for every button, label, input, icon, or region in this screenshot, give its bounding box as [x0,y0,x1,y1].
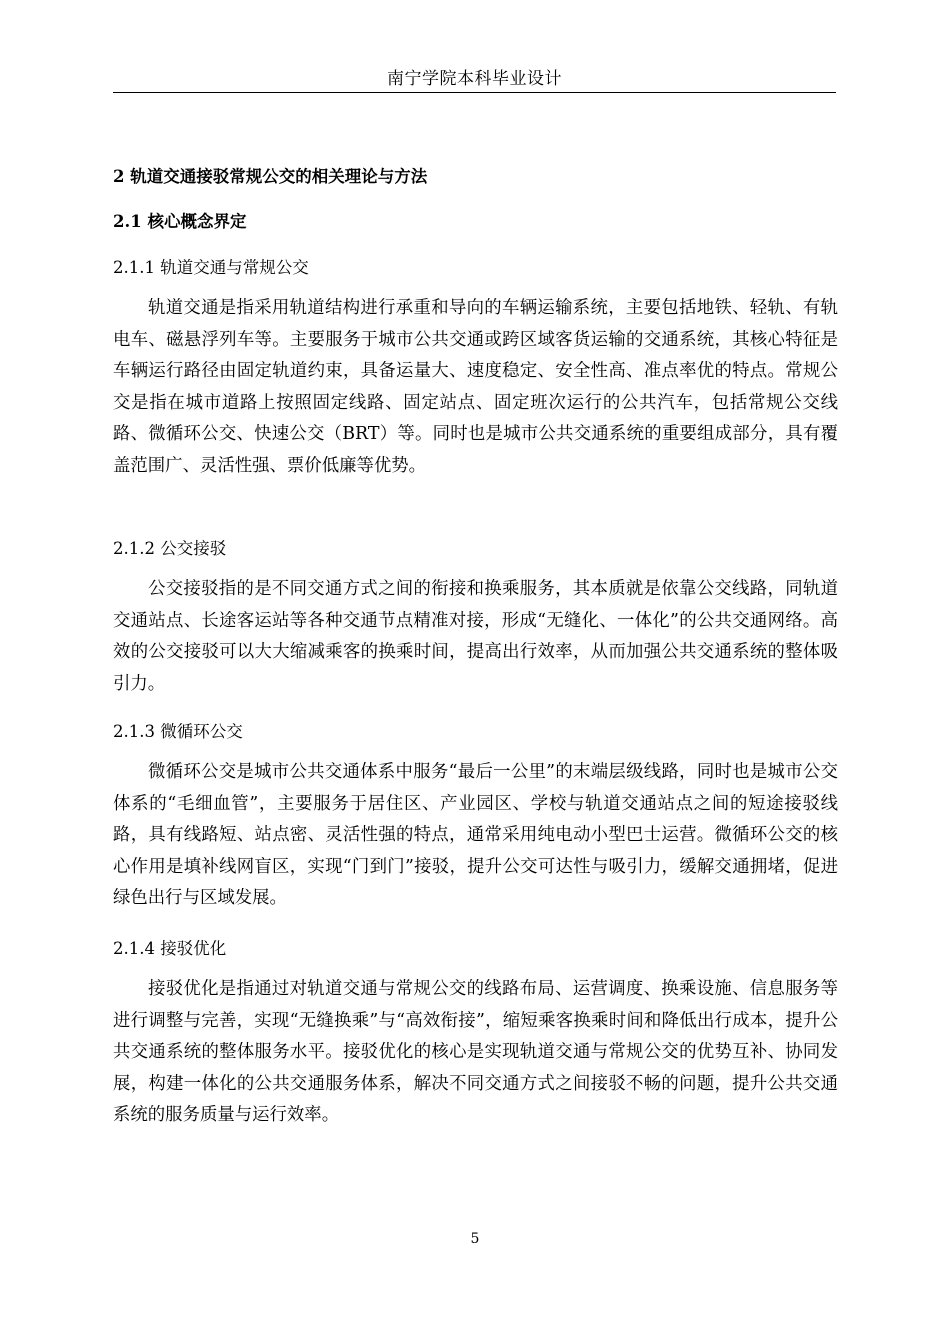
paragraph-2-1-3: 微循环公交是城市公共交通体系中服务“最后一公里”的末端层级线路，同时也是城市公交体系的“毛细血管”，主要服务于居住区、产业园区、学校与轨道交通站点之间的短途接驳线路，具有线路短、站点密、灵活性强的特点，通常采用纯电动小型巴士运营。微循环公交的核心作用是填补线网盲区，实现“门到门”接驳，提升公交可达性与吸引力，缓解交通拥堵，促进绿色出行与区域发展。 [113,762,838,908]
paragraph-2-1-2: 公交接驳指的是不同交通方式之间的衔接和换乘服务，其本质就是依靠公交线路，同轨道交通站点、长途客运站等各种交通节点精准对接，形成“无缝化、一体化”的公共交通网络。高效的公交接驳可以大大缩减乘客的换乘时间，提高出行效率，从而加强公共交通系统的整体吸引力。 [113,579,838,694]
header-divider [113,92,836,93]
subsection-heading-2-1-1: 2.1.1 轨道交通与常规公交 [113,258,309,277]
paragraph-2-1-1: 轨道交通是指采用轨道结构进行承重和导向的车辆运输系统，主要包括地铁、轻轨、有轨电车、磁悬浮列车等。主要服务于城市公共交通或跨区域客货运输的交通系统，其核心特征是车辆运行路径由固定轨道约束，具备运量大、速度稳定、安全性高、准点率优的特点。常规公交是指在城市道路上按照固定线路、固定站点、固定班次运行的公共汽车，包括常规公交线路、微循环公交、快速公交（BRT）等。同时也是城市公共交通系统的重要组成部分，具有覆盖范围广、灵活性强、票价低廉等优势。 [113,298,838,476]
subsection-heading-2-1-3: 2.1.3 微循环公交 [113,722,243,741]
page-header-title: 南宁学院本科毕业设计 [387,69,562,89]
chapter-heading: 2 轨道交通接驳常规公交的相关理论与方法 [113,167,428,186]
page-number: 5 [470,1231,480,1247]
subsection-heading-2-1-4: 2.1.4 接驳优化 [113,939,227,958]
paragraph-2-1-4: 接驳优化是指通过对轨道交通与常规公交的线路布局、运营调度、换乘设施、信息服务等进行调整与完善，实现“无缝换乘”与“高效衔接”，缩短乘客换乘时间和降低出行成本，提升公共交通系统的整体服务水平。接驳优化的核心是实现轨道交通与常规公交的优势互补、协同发展，构建一体化的公共交通服务体系，解决不同交通方式之间接驳不畅的问题，提升公共交通系统的服务质量与运行效率。 [113,979,838,1125]
section-heading: 2.1 核心概念界定 [113,212,247,231]
subsection-heading-2-1-2: 2.1.2 公交接驳 [113,539,227,558]
